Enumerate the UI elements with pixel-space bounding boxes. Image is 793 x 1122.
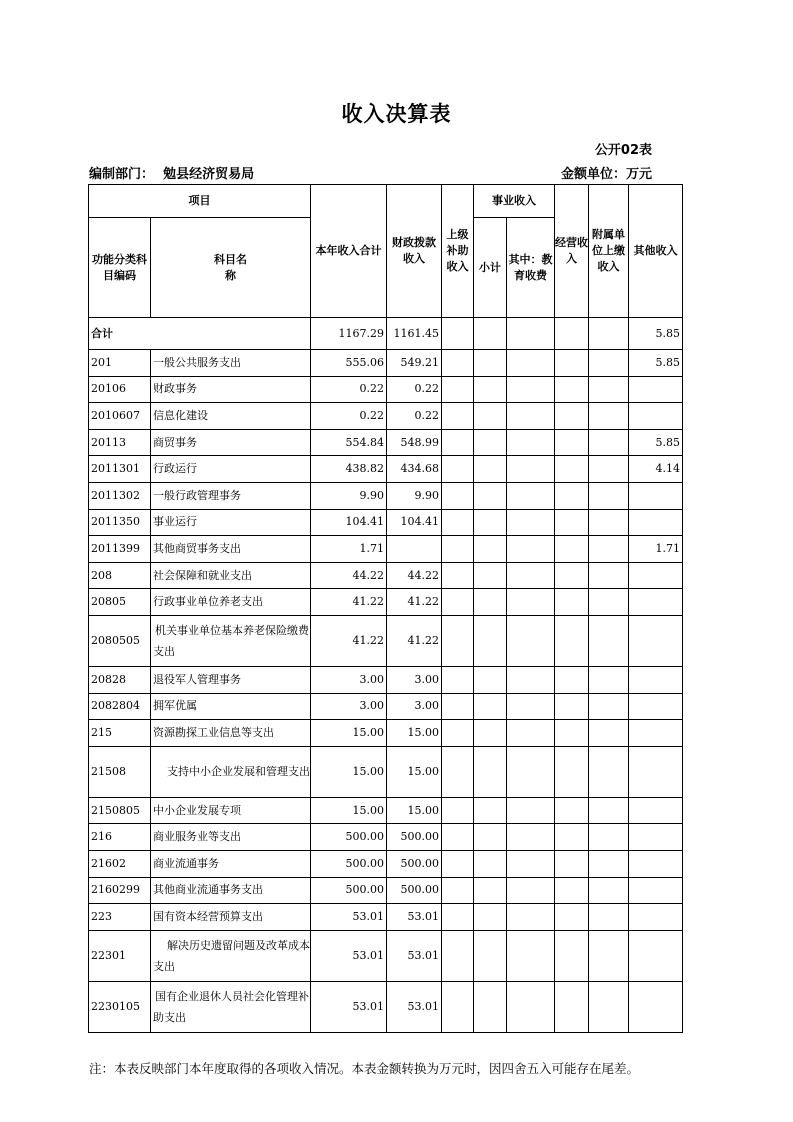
empty-cell [555,562,589,589]
fiscal-value: 15.00 [387,746,442,797]
header-affiliated: 附属单位上缴收入 [589,185,629,318]
empty-cell [507,562,555,589]
empty-cell [507,824,555,851]
page-title: 收入决算表 [341,102,452,126]
subject-code: 2011302 [89,482,151,509]
header-superior: 上级补助收入 [442,185,474,318]
total-income-value: 15.00 [311,720,387,747]
fiscal-value: 41.22 [387,589,442,616]
empty-cell [555,666,589,693]
empty-cell [442,350,474,377]
other-income-value [629,376,683,403]
fiscal-value: 15.00 [387,720,442,747]
subject-code: 20106 [89,376,151,403]
empty-cell [474,720,507,747]
empty-cell [555,429,589,456]
empty-cell [589,850,629,877]
table-row [89,797,683,824]
empty-cell [474,482,507,509]
empty-cell [555,981,589,1032]
empty-cell [507,666,555,693]
empty-cell [507,536,555,563]
dept-name: 勉县经济贸易局 [163,167,255,182]
amount-unit: 金额单位：万元 [560,167,652,182]
other-income-value [629,720,683,747]
table-row [89,693,683,720]
header-subtotal: 小计 [474,218,507,318]
empty-cell [474,403,507,430]
other-income-value [629,746,683,797]
total-income-value: 3.00 [311,693,387,720]
fiscal-value: 548.99 [387,429,442,456]
empty-cell [507,482,555,509]
empty-cell [442,536,474,563]
subject-name: 国有资本经营预算支出 [151,904,311,931]
fiscal-value: 15.00 [387,797,442,824]
empty-cell [442,693,474,720]
header-func-code: 功能分类科目编码 [89,218,151,318]
empty-cell [442,509,474,536]
subject-code: 216 [89,824,151,851]
dept-label: 编制部门： [89,167,155,182]
header-operating: 经营收入 [555,185,589,318]
table-row [89,536,683,563]
other-income-value [629,693,683,720]
subject-code: 208 [89,562,151,589]
total-income-value: 15.00 [311,746,387,797]
total-income-value: 53.01 [311,904,387,931]
total-income-value: 41.22 [311,615,387,666]
empty-cell [474,930,507,981]
total-income-value: 438.82 [311,456,387,483]
empty-cell [555,615,589,666]
subject-code: 21508 [89,746,151,797]
empty-cell [474,456,507,483]
empty-cell [474,904,507,931]
empty-cell [474,562,507,589]
other-income-value: 1.71 [629,536,683,563]
empty-cell [507,930,555,981]
other-income-value: 4.14 [629,456,683,483]
total-income-value: 500.00 [311,824,387,851]
table-row [89,350,683,377]
empty-cell [507,904,555,931]
total-income-cell: 1167.29 [311,318,387,350]
subject-name: 退役军人管理事务 [151,666,311,693]
empty-cell [507,429,555,456]
table-row [89,615,683,666]
subject-name: 一般公共服务支出 [151,350,311,377]
subject-name: 资源勘探工业信息等支出 [151,720,311,747]
subject-code: 215 [89,720,151,747]
total-income-value: 500.00 [311,850,387,877]
empty-cell [442,797,474,824]
empty-cell [442,720,474,747]
total-income-value: 555.06 [311,350,387,377]
empty-cell [442,482,474,509]
fiscal-value: 500.00 [387,877,442,904]
fiscal-value: 500.00 [387,850,442,877]
empty-cell [555,456,589,483]
subject-code: 2230105 [89,981,151,1032]
other-income-value [629,482,683,509]
table-row [89,904,683,931]
total-income-value: 41.22 [311,589,387,616]
subject-name: 信息化建设 [151,403,311,430]
header-other: 其他收入 [629,185,683,318]
empty-cell [507,589,555,616]
empty-cell [442,403,474,430]
subject-code: 2011399 [89,536,151,563]
fiscal-value: 500.00 [387,824,442,851]
empty-cell [589,536,629,563]
table-row [89,376,683,403]
table-row [89,482,683,509]
empty-cell [555,824,589,851]
empty-cell [474,877,507,904]
empty-cell [589,429,629,456]
total-income-value: 554.84 [311,429,387,456]
empty-cell [442,456,474,483]
empty-cell [555,350,589,377]
other-income-value [629,589,683,616]
empty-cell [442,376,474,403]
other-income-value [629,562,683,589]
dept-line [89,163,254,182]
empty-cell [507,509,555,536]
other-income-value: 5.85 [629,429,683,456]
empty-cell [507,850,555,877]
other-income-value [629,904,683,931]
subject-code: 20828 [89,666,151,693]
other-income-value [629,666,683,693]
empty-cell [442,850,474,877]
empty-cell [474,615,507,666]
subject-name: 一般行政管理事务 [151,482,311,509]
empty-cell [507,877,555,904]
empty-cell [442,429,474,456]
other-income-value [629,850,683,877]
total-income-value: 9.90 [311,482,387,509]
empty-cell [507,350,555,377]
empty-cell [442,666,474,693]
table-row [89,403,683,430]
empty-cell [555,720,589,747]
empty-cell [442,746,474,797]
empty-cell [555,693,589,720]
total-fiscal-cell: 1161.45 [387,318,442,350]
other-income-value [629,797,683,824]
fiscal-value: 0.22 [387,403,442,430]
empty-cell [589,930,629,981]
empty-cell [474,981,507,1032]
total-income-value: 1.71 [311,536,387,563]
subject-code: 2011350 [89,509,151,536]
empty-cell [589,509,629,536]
empty-cell [555,403,589,430]
table-row [89,562,683,589]
subject-name: 商贸事务 [151,429,311,456]
subject-code: 201 [89,350,151,377]
empty-cell [589,403,629,430]
empty-cell [474,589,507,616]
total-row [89,318,683,350]
total-income-value: 3.00 [311,666,387,693]
table-row [89,930,683,981]
table-row [89,509,683,536]
table-row [89,746,683,797]
total-label: 合计 [89,318,311,350]
empty-cell [589,666,629,693]
subject-name: 中小企业发展专项 [151,797,311,824]
header-subject-name: 科目名称 [151,218,311,318]
subject-code: 20113 [89,429,151,456]
table-row [89,850,683,877]
subject-code: 2082804 [89,693,151,720]
subject-name: 其他商贸事务支出 [151,536,311,563]
empty-cell [507,403,555,430]
empty-cell [555,509,589,536]
subject-name: 事业运行 [151,509,311,536]
empty-cell [555,482,589,509]
subject-code: 2150805 [89,797,151,824]
subject-code: 2011301 [89,456,151,483]
empty-cell [474,666,507,693]
subject-code: 2080505 [89,615,151,666]
form-number: 公开02表 [594,143,652,158]
empty-cell [442,589,474,616]
subject-name: 拥军优属 [151,693,311,720]
empty-cell [589,797,629,824]
fiscal-value: 41.22 [387,615,442,666]
header-edu-fee: 其中：教育收费 [507,218,555,318]
table-row [89,429,683,456]
total-income-value: 0.22 [311,376,387,403]
empty-cell [555,930,589,981]
empty-cell [507,456,555,483]
header-total-income: 本年收入合计 [311,185,387,318]
total-income-value: 15.00 [311,797,387,824]
fiscal-value: 9.90 [387,482,442,509]
other-income-value [629,403,683,430]
subject-name: 商业流通事务 [151,850,311,877]
total-income-value: 53.01 [311,930,387,981]
total-income-value: 44.22 [311,562,387,589]
subject-name: 支持中小企业发展和管理支出 [151,746,311,797]
empty-cell [589,615,629,666]
total-income-value: 104.41 [311,509,387,536]
empty-cell [507,746,555,797]
other-income-value [629,824,683,851]
empty-cell [442,930,474,981]
subject-name: 其他商业流通事务支出 [151,877,311,904]
header-item: 项目 [89,185,311,218]
fiscal-value: 0.22 [387,376,442,403]
fiscal-value: 3.00 [387,693,442,720]
empty-cell [507,615,555,666]
empty-cell [589,877,629,904]
other-income-value [629,930,683,981]
fiscal-value: 549.21 [387,350,442,377]
fiscal-value: 434.68 [387,456,442,483]
empty-cell [589,456,629,483]
empty-cell [589,482,629,509]
empty-cell [555,536,589,563]
fiscal-value: 53.01 [387,981,442,1032]
subject-name: 商业服务业等支出 [151,824,311,851]
empty-cell [555,877,589,904]
empty-cell [589,981,629,1032]
table-row [89,666,683,693]
subject-name: 行政运行 [151,456,311,483]
empty-cell [474,536,507,563]
income-table [88,184,683,1033]
subject-name: 解决历史遗留问题及改革成本支出 [151,930,311,981]
subject-name: 社会保障和就业支出 [151,562,311,589]
table-row [89,720,683,747]
empty-cell [589,746,629,797]
empty-cell [507,981,555,1032]
footnote: 注：本表反映部门本年度取得的各项收入情况。本表金额转换为万元时，因四舍五入可能存在尾差。 [89,1061,640,1076]
fiscal-value [387,536,442,563]
empty-cell [474,797,507,824]
empty-cell [442,562,474,589]
other-income-value [629,615,683,666]
empty-cell [555,589,589,616]
subject-name: 财政事务 [151,376,311,403]
fiscal-value: 3.00 [387,666,442,693]
empty-cell [555,376,589,403]
subject-name: 国有企业退休人员社会化管理补助支出 [151,981,311,1032]
fiscal-value: 53.01 [387,904,442,931]
subject-code: 20805 [89,589,151,616]
empty-cell [555,904,589,931]
empty-cell [507,693,555,720]
table-row [89,589,683,616]
total-income-value: 0.22 [311,403,387,430]
empty-cell [474,350,507,377]
other-income-value [629,509,683,536]
empty-cell [555,797,589,824]
other-income-value: 5.85 [629,350,683,377]
empty-cell [442,904,474,931]
empty-cell [474,824,507,851]
subject-code: 22301 [89,930,151,981]
empty-cell [507,720,555,747]
fiscal-value: 104.41 [387,509,442,536]
subject-code: 223 [89,904,151,931]
subject-code: 21602 [89,850,151,877]
empty-cell [589,376,629,403]
empty-cell [474,850,507,877]
table-row [89,877,683,904]
empty-cell [442,615,474,666]
empty-cell [555,850,589,877]
fiscal-value: 44.22 [387,562,442,589]
empty-cell [589,589,629,616]
empty-cell [474,376,507,403]
empty-cell [589,720,629,747]
empty-cell [589,693,629,720]
other-income-value [629,877,683,904]
table-row [89,824,683,851]
subject-name: 机关事业单位基本养老保险缴费支出 [151,615,311,666]
header-business: 事业收入 [474,185,555,218]
total-other-cell: 5.85 [629,318,683,350]
empty-cell [589,350,629,377]
empty-cell [474,429,507,456]
table-row [89,981,683,1032]
empty-cell [507,376,555,403]
empty-cell [507,797,555,824]
empty-cell [555,746,589,797]
empty-cell [589,824,629,851]
table-row [89,456,683,483]
empty-cell [442,824,474,851]
empty-cell [474,746,507,797]
subject-code: 2010607 [89,403,151,430]
empty-cell [474,693,507,720]
subject-code: 2160299 [89,877,151,904]
empty-cell [442,981,474,1032]
total-income-value: 53.01 [311,981,387,1032]
subject-name: 行政事业单位养老支出 [151,589,311,616]
other-income-value [629,981,683,1032]
empty-cell [589,562,629,589]
total-income-value: 500.00 [311,877,387,904]
header-fiscal: 财政拨款收入 [387,185,442,318]
empty-cell [474,509,507,536]
empty-cell [442,877,474,904]
fiscal-value: 53.01 [387,930,442,981]
empty-cell [589,904,629,931]
